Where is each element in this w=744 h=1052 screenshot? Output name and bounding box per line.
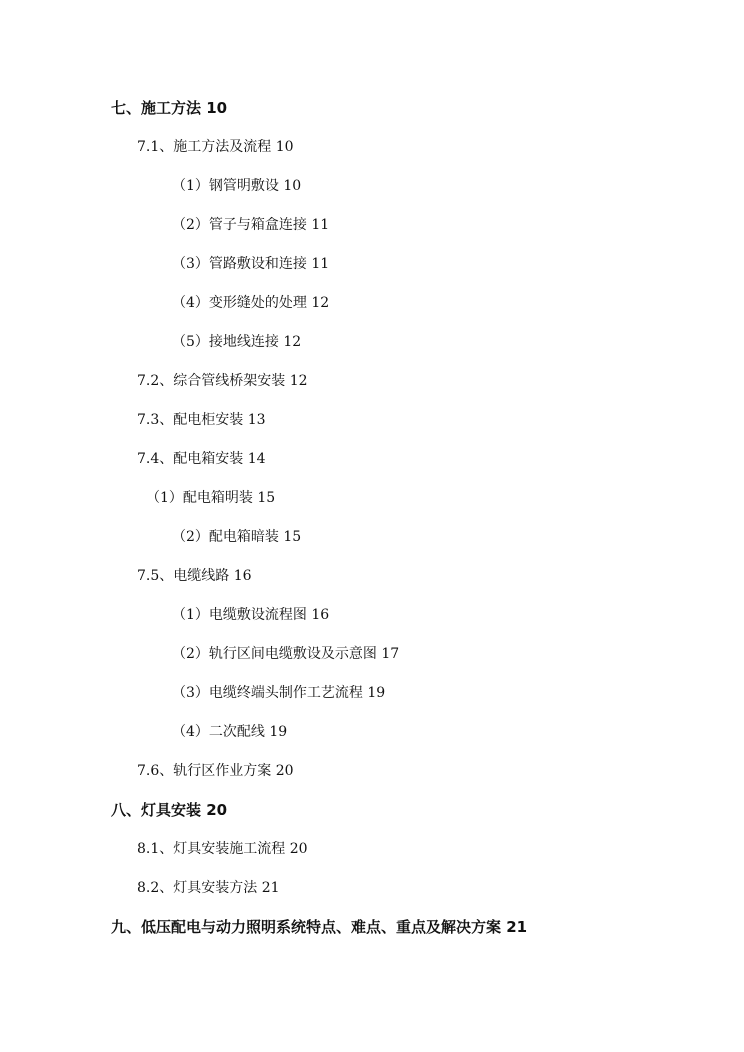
toc-section-7-4[interactable]: 7.4、配电箱安装 14 <box>137 451 266 467</box>
toc-section-7-1[interactable]: 7.1、施工方法及流程 10 <box>137 139 294 155</box>
toc-item-7-5-2[interactable]: （2）轨行区间电缆敷设及示意图 17 <box>172 646 400 662</box>
toc-item-7-1-5[interactable]: （5）接地线连接 12 <box>172 334 302 350</box>
toc-section-7-3[interactable]: 7.3、配电柜安装 13 <box>137 412 266 428</box>
toc-item-7-4-2[interactable]: （2）配电箱暗装 15 <box>172 529 302 545</box>
toc-section-8-2[interactable]: 8.2、灯具安装方法 21 <box>137 880 280 896</box>
toc-chapter-9[interactable]: 九、低压配电与动力照明系统特点、难点、重点及解决方案 21 <box>111 918 528 936</box>
toc-item-7-1-4[interactable]: （4）变形缝处的处理 12 <box>172 295 330 311</box>
toc-item-7-1-3[interactable]: （3）管路敷设和连接 11 <box>172 256 330 272</box>
toc-item-7-4-1[interactable]: （1）配电箱明装 15 <box>146 490 276 506</box>
toc-item-7-5-1[interactable]: （1）电缆敷设流程图 16 <box>172 607 330 623</box>
toc-item-7-1-1[interactable]: （1）钢管明敷设 10 <box>172 178 302 194</box>
toc-item-7-5-3[interactable]: （3）电缆终端头制作工艺流程 19 <box>172 685 386 701</box>
toc-chapter-7[interactable]: 七、施工方法 10 <box>111 99 228 117</box>
toc-chapter-8[interactable]: 八、灯具安装 20 <box>111 801 228 819</box>
toc-item-7-5-4[interactable]: （4）二次配线 19 <box>172 724 288 740</box>
toc-section-8-1[interactable]: 8.1、灯具安装施工流程 20 <box>137 841 308 857</box>
toc-section-7-6[interactable]: 7.6、轨行区作业方案 20 <box>137 763 294 779</box>
toc-item-7-1-2[interactable]: （2）管子与箱盒连接 11 <box>172 217 330 233</box>
toc-section-7-5[interactable]: 7.5、电缆线路 16 <box>137 568 252 584</box>
toc-section-7-2[interactable]: 7.2、综合管线桥架安装 12 <box>137 373 308 389</box>
